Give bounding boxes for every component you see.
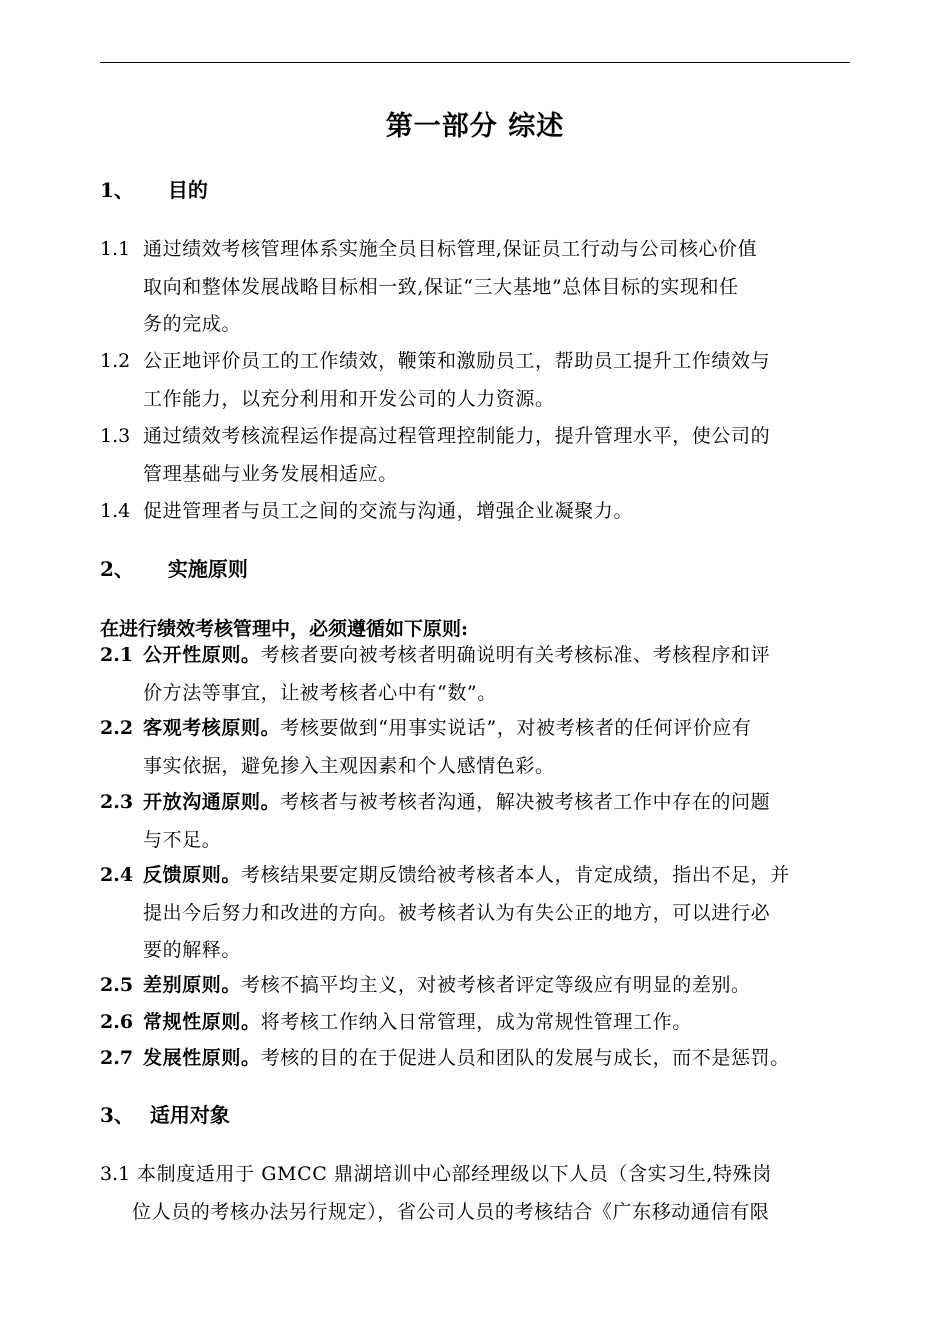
item-number: 2.4 xyxy=(100,864,134,886)
item-number: 1.2 xyxy=(100,350,131,372)
item-number: 2.1 xyxy=(100,644,134,666)
item-text: 将考核工作纳入日常管理，成为常规性管理工作。 xyxy=(260,1011,692,1033)
item-text: 提出今后努力和改进的方向。被考核者认为有失公正的地方，可以进行必 xyxy=(143,901,771,924)
principle-term: 开放沟通原则。 xyxy=(143,791,281,813)
item-text: 价方法等事宜，让被考核者心中有“数”。 xyxy=(143,681,497,704)
item-number: 2.3 xyxy=(100,791,134,813)
section2-item-2.2 xyxy=(100,710,860,785)
section1-item-1.3 xyxy=(100,418,860,493)
section1-item-1.4 xyxy=(100,493,860,531)
section1-item-1.2 xyxy=(100,343,860,418)
item-text: 位人员的考核办法另行规定），省公司人员的考核结合《广东移动通信有限 xyxy=(132,1200,770,1223)
item-number: 2.6 xyxy=(100,1011,134,1033)
principle-term: 常规性原则。 xyxy=(143,1011,261,1033)
item-number: 1.4 xyxy=(100,500,131,522)
item-text: 考核的目的在于促进人员和团队的发展与成长，而不是惩罚。 xyxy=(260,1047,790,1069)
section-heading-1 xyxy=(100,174,208,203)
section-heading-2 xyxy=(100,553,248,582)
item-text: 本制度适用于 GMCC 鼎湖培训中心部经理级以下人员（含实习生,特殊岗 xyxy=(137,1163,772,1185)
principles-lead: 在进行绩效考核管理中，必须遵循如下原则: xyxy=(100,618,469,640)
section2-item-2.7 xyxy=(100,1040,860,1078)
section2-item-2.3 xyxy=(100,784,860,859)
principle-term: 公开性原则。 xyxy=(143,644,261,666)
item-text: 取向和整体发展战略目标相一致,保证“三大基地”总体目标的实现和任 xyxy=(143,275,739,298)
item-text: 要的解释。 xyxy=(143,939,242,961)
item-number: 3.1 xyxy=(100,1163,131,1185)
principle-term: 差别原则。 xyxy=(143,974,242,996)
item-text: 通过绩效考核管理体系实施全员目标管理,保证员工行动与公司核心价值 xyxy=(143,238,758,260)
item-text: 事实依据，避免掺入主观因素和个人感情色彩。 xyxy=(143,754,555,777)
section-number: 2、 xyxy=(100,557,134,581)
section-heading-3 xyxy=(100,1099,230,1128)
item-text: 公正地评价员工的工作绩效，鞭策和激励员工，帮助员工提升工作绩效与 xyxy=(143,350,771,372)
item-text: 管理基础与业务发展相适应。 xyxy=(143,462,398,485)
item-number: 2.5 xyxy=(100,974,134,996)
section2-item-2.5 xyxy=(100,967,860,1005)
item-number: 2.7 xyxy=(100,1047,134,1069)
principle-term: 客观考核原则。 xyxy=(143,717,281,739)
item-text: 工作能力，以充分利用和开发公司的人力资源。 xyxy=(143,387,555,410)
principle-term: 反馈原则。 xyxy=(143,864,242,886)
item-text: 促进管理者与员工之间的交流与沟通，增强企业凝聚力。 xyxy=(143,500,634,522)
section2-item-2.1 xyxy=(100,637,860,712)
item-number: 1.1 xyxy=(100,238,131,260)
section-title: 适用对象 xyxy=(149,1103,230,1127)
item-text: 与不足。 xyxy=(143,828,222,851)
item-text: 考核者要向被考核者明确说明有关考核标准、考核程序和评 xyxy=(260,644,771,666)
item-number: 1.3 xyxy=(100,425,131,447)
item-text: 考核要做到“用事实说话”，对被考核者的任何评价应有 xyxy=(280,717,752,739)
section3-item-3.1 xyxy=(100,1156,860,1231)
section-title: 实施原则 xyxy=(167,557,248,581)
item-text: 考核结果要定期反馈给被考核者本人，肯定成绩，指出不足，并 xyxy=(241,864,790,886)
page-title: 第一部分 综述 xyxy=(385,111,565,142)
item-text: 务的完成。 xyxy=(143,313,242,335)
item-text: 通过绩效考核流程运作提高过程管理控制能力，提升管理水平，使公司的 xyxy=(143,425,771,447)
section-title: 目的 xyxy=(167,178,208,202)
section1-item-1.1 xyxy=(100,231,860,344)
principle-term: 发展性原则。 xyxy=(143,1047,261,1069)
section2-item-2.6 xyxy=(100,1004,860,1042)
item-text: 考核者与被考核者沟通，解决被考核者工作中存在的问题 xyxy=(280,791,771,813)
item-number: 2.2 xyxy=(100,717,134,739)
section-number: 3、 xyxy=(100,1103,134,1127)
section-number: 1、 xyxy=(100,178,134,202)
item-text: 考核不搞平均主义，对被考核者评定等级应有明显的差别。 xyxy=(241,974,751,996)
section2-item-2.4 xyxy=(100,857,860,970)
header-rule xyxy=(100,62,850,63)
